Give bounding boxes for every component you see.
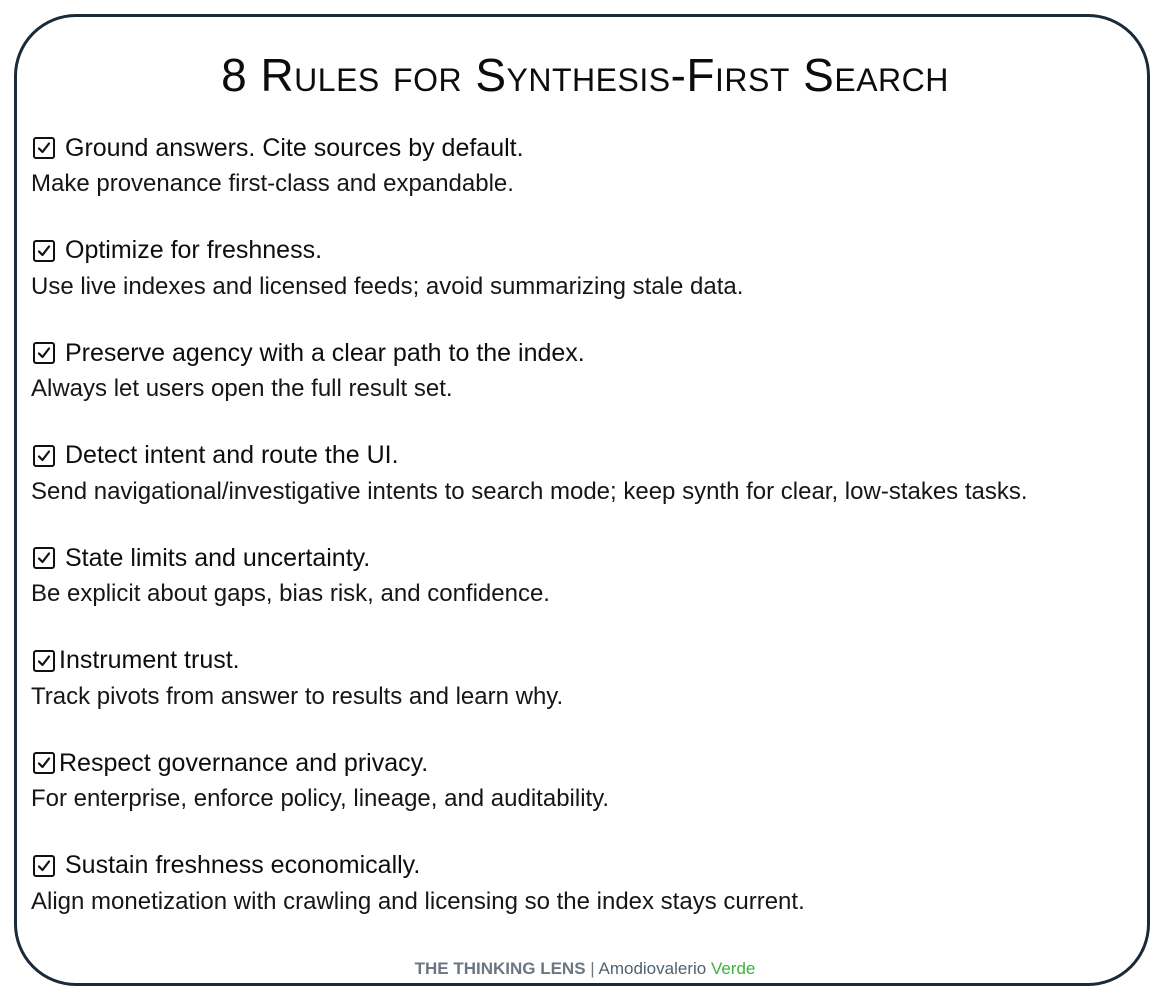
rule-heading-row — [31, 642, 1151, 680]
page-title: 8 Rules for Synthesis-First Search — [221, 49, 949, 101]
rule-item — [31, 847, 1151, 950]
checkbox-checked-icon — [33, 547, 55, 569]
checkbox-checked-icon — [33, 342, 55, 364]
footer-separator: | — [590, 959, 595, 978]
rule-item — [31, 334, 1151, 437]
rule-heading: Optimize for freshness. — [65, 236, 323, 264]
rule-heading-row — [31, 129, 1151, 167]
rule-heading: Detect intent and route the UI. — [65, 441, 399, 469]
rules-list — [31, 129, 1151, 949]
checkbox-checked-icon — [33, 137, 55, 159]
checkbox-checked-icon — [33, 240, 55, 262]
rule-item — [31, 437, 1151, 540]
checkbox-checked-icon — [33, 752, 55, 774]
rule-description: Always let users open the full result set. — [31, 375, 453, 402]
rule-description: For enterprise, enforce policy, lineage, and auditability. — [31, 785, 610, 812]
footer-credit — [0, 958, 1170, 980]
rule-heading-row — [31, 437, 1151, 475]
rule-heading-row — [31, 744, 1151, 782]
footer-author-accent: Verde — [710, 959, 756, 978]
rule-description: Be explicit about gaps, bias risk, and confidence. — [31, 580, 550, 607]
footer-author-name: Amodiovalerio — [598, 959, 711, 978]
rule-heading: State limits and uncertainty. — [65, 543, 371, 572]
rule-description: Make provenance first-class and expandable. — [31, 170, 514, 197]
rule-description: Send navigational/investigative intents to search mode; keep synth for clear, low-stakes tasks. — [31, 477, 1028, 505]
rule-item — [31, 539, 1151, 642]
rule-heading: Instrument trust. — [59, 646, 240, 674]
rule-item — [31, 744, 1151, 847]
rule-description: Use live indexes and licensed feeds; avoid summarizing stale data. — [31, 272, 744, 300]
footer-brand: THE THINKING LENS — [414, 959, 586, 978]
checkbox-checked-icon — [33, 855, 55, 877]
checkbox-checked-icon — [33, 445, 55, 467]
rule-item — [31, 129, 1151, 232]
rule-heading-row — [31, 847, 1151, 885]
rule-heading-row — [31, 232, 1151, 270]
rule-description: Align monetization with crawling and licensing so the index stays current. — [31, 887, 805, 915]
rule-heading-row — [31, 334, 1151, 372]
rule-description: Track pivots from answer to results and learn why. — [31, 682, 564, 710]
checkbox-checked-icon — [33, 650, 55, 672]
rule-heading: Respect governance and privacy. — [59, 748, 429, 777]
rule-item — [31, 642, 1151, 745]
rule-item — [31, 232, 1151, 335]
rule-heading: Sustain freshness economically. — [65, 851, 421, 879]
rule-heading-row — [31, 539, 1151, 577]
rule-heading: Preserve agency with a clear path to the index. — [65, 338, 585, 367]
rule-heading: Ground answers. Cite sources by default. — [65, 133, 524, 162]
